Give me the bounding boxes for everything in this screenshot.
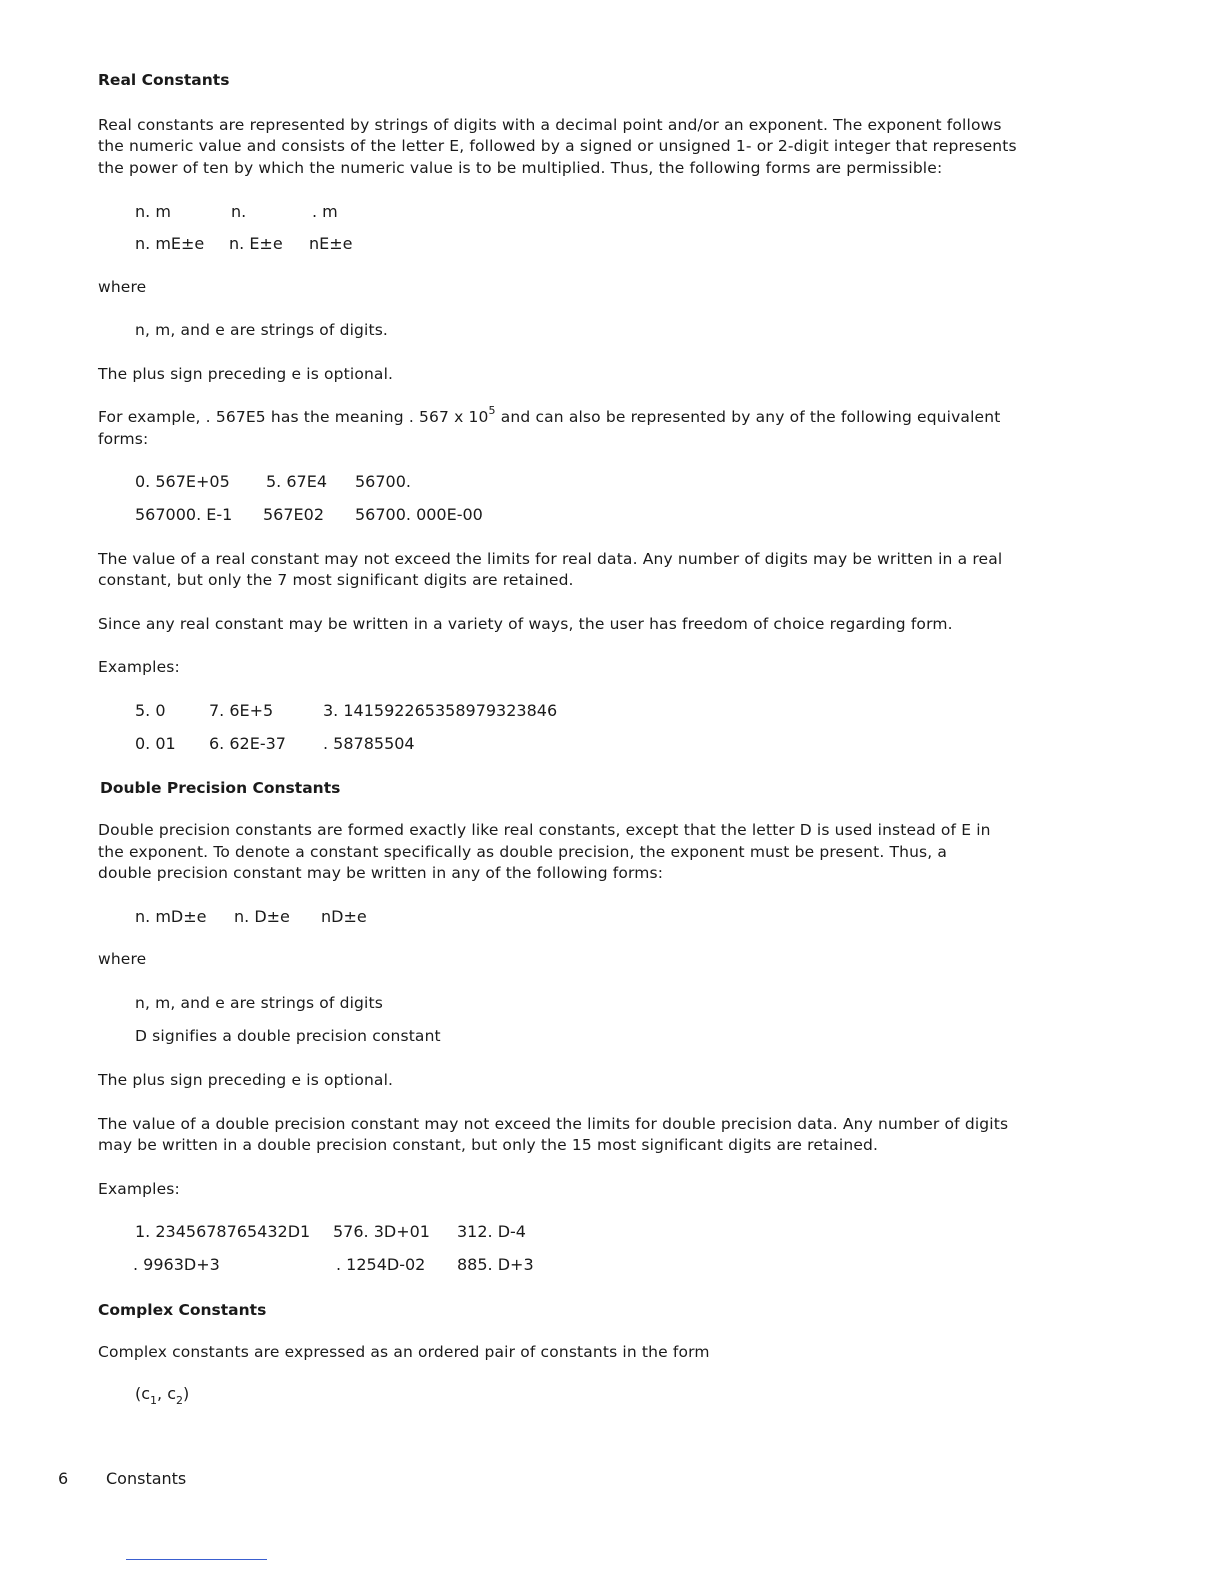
- example-text-pre: For example, . 567E5 has the meaning . 567 x 10: [98, 408, 489, 426]
- equiv-item: 567000. E-1: [135, 505, 233, 524]
- where-item: n, m, and e are strings of digits: [135, 994, 383, 1012]
- example-item: 576. 3D+01: [333, 1222, 430, 1241]
- exponent-superscript: 5: [488, 404, 496, 417]
- equiv-item: 567E02: [263, 505, 325, 524]
- example-item: . 9963D+3: [133, 1255, 220, 1274]
- form-item: n. mD±e: [135, 907, 207, 926]
- paragraph-line: constant, but only the 7 most significant digits are retained.: [98, 571, 574, 589]
- example-item: . 58785504: [323, 734, 415, 753]
- example-item: 1. 2345678765432D1: [135, 1222, 311, 1241]
- example-item: . 1254D-02: [336, 1255, 426, 1274]
- where-item: D signifies a double precision constant: [135, 1027, 441, 1045]
- paragraph-line: the power of ten by which the numeric value is to be multiplied. Thus, the following forms are permissible:: [98, 159, 943, 177]
- section-heading-real: Real Constants: [98, 71, 230, 89]
- form-item: n. m: [135, 202, 171, 221]
- paragraph-line: the exponent. To denote a constant specifically as double precision, the exponent must be present. Thus, a: [98, 843, 948, 861]
- example-item: 885. D+3: [457, 1255, 534, 1274]
- subscript-one: 1: [150, 1394, 158, 1407]
- paragraph-line: double precision constant may be written in any of the following forms:: [98, 864, 664, 882]
- equiv-item: 56700.: [355, 472, 411, 491]
- example-item: 7. 6E+5: [209, 701, 274, 720]
- equiv-item: 0. 567E+05: [135, 472, 230, 491]
- form-item: n. mE±e: [135, 234, 205, 253]
- paragraph-line: Complex constants are expressed as an ordered pair of constants in the form: [98, 1343, 710, 1361]
- where-label: where: [98, 278, 147, 296]
- form-item: n. D±e: [234, 907, 290, 926]
- example-item: 3. 141592265358979323846: [323, 701, 558, 720]
- section-heading-complex: Complex Constants: [98, 1301, 267, 1319]
- page-number: 6: [58, 1469, 69, 1488]
- equiv-item: 5. 67E4: [266, 472, 327, 491]
- example-item: 5. 0: [135, 701, 166, 720]
- example-item: 6. 62E-37: [209, 734, 286, 753]
- examples-label: Examples:: [98, 1180, 180, 1198]
- form-item: n.: [231, 202, 247, 221]
- paragraph-line: The value of a double precision constant may not exceed the limits for double precision data. Any number of digits: [98, 1115, 1009, 1133]
- example-item: 312. D-4: [457, 1222, 526, 1241]
- form-item: nD±e: [321, 907, 367, 926]
- complex-form-close: ): [183, 1384, 190, 1403]
- complex-form-open: (c: [135, 1384, 151, 1403]
- examples-label: Examples:: [98, 658, 180, 676]
- where-label: where: [98, 950, 147, 968]
- subscript-two: 2: [176, 1394, 184, 1407]
- footer-section-title: Constants: [106, 1469, 187, 1488]
- complex-form: [135, 1383, 189, 1407]
- equiv-item: 56700. 000E-00: [355, 505, 483, 524]
- plus-note: The plus sign preceding e is optional.: [98, 1071, 394, 1089]
- paragraph-line: may be written in a double precision constant, but only the 15 most significant digits are retained.: [98, 1136, 879, 1154]
- form-item: . m: [312, 202, 338, 221]
- form-item: nE±e: [309, 234, 353, 253]
- where-item: n, m, and e are strings of digits.: [135, 321, 389, 339]
- example-sentence: [98, 406, 1000, 430]
- paragraph-line: forms:: [98, 430, 149, 448]
- form-item: n. E±e: [229, 234, 283, 253]
- paragraph-line: Real constants are represented by strings of digits with a decimal point and/or an exponent. The exponent follows: [98, 116, 1002, 134]
- complex-form-mid: , c: [157, 1384, 177, 1403]
- paragraph-line: Since any real constant may be written in a variety of ways, the user has freedom of choice regarding form.: [98, 615, 953, 633]
- plus-note: The plus sign preceding e is optional.: [98, 365, 394, 383]
- paragraph-line: the numeric value and consists of the letter E, followed by a signed or unsigned 1- or 2-digit integer that represents: [98, 137, 1017, 155]
- paragraph-line: The value of a real constant may not exceed the limits for real data. Any number of digits may be written in a real: [98, 550, 1003, 568]
- paragraph-line: Double precision constants are formed exactly like real constants, except that the letter D is used instead of E in: [98, 821, 991, 839]
- footer-rule: [126, 1559, 267, 1560]
- section-heading-double: Double Precision Constants: [100, 779, 341, 797]
- example-text-post: and can also be represented by any of the following equivalent: [495, 408, 1001, 426]
- example-item: 0. 01: [135, 734, 176, 753]
